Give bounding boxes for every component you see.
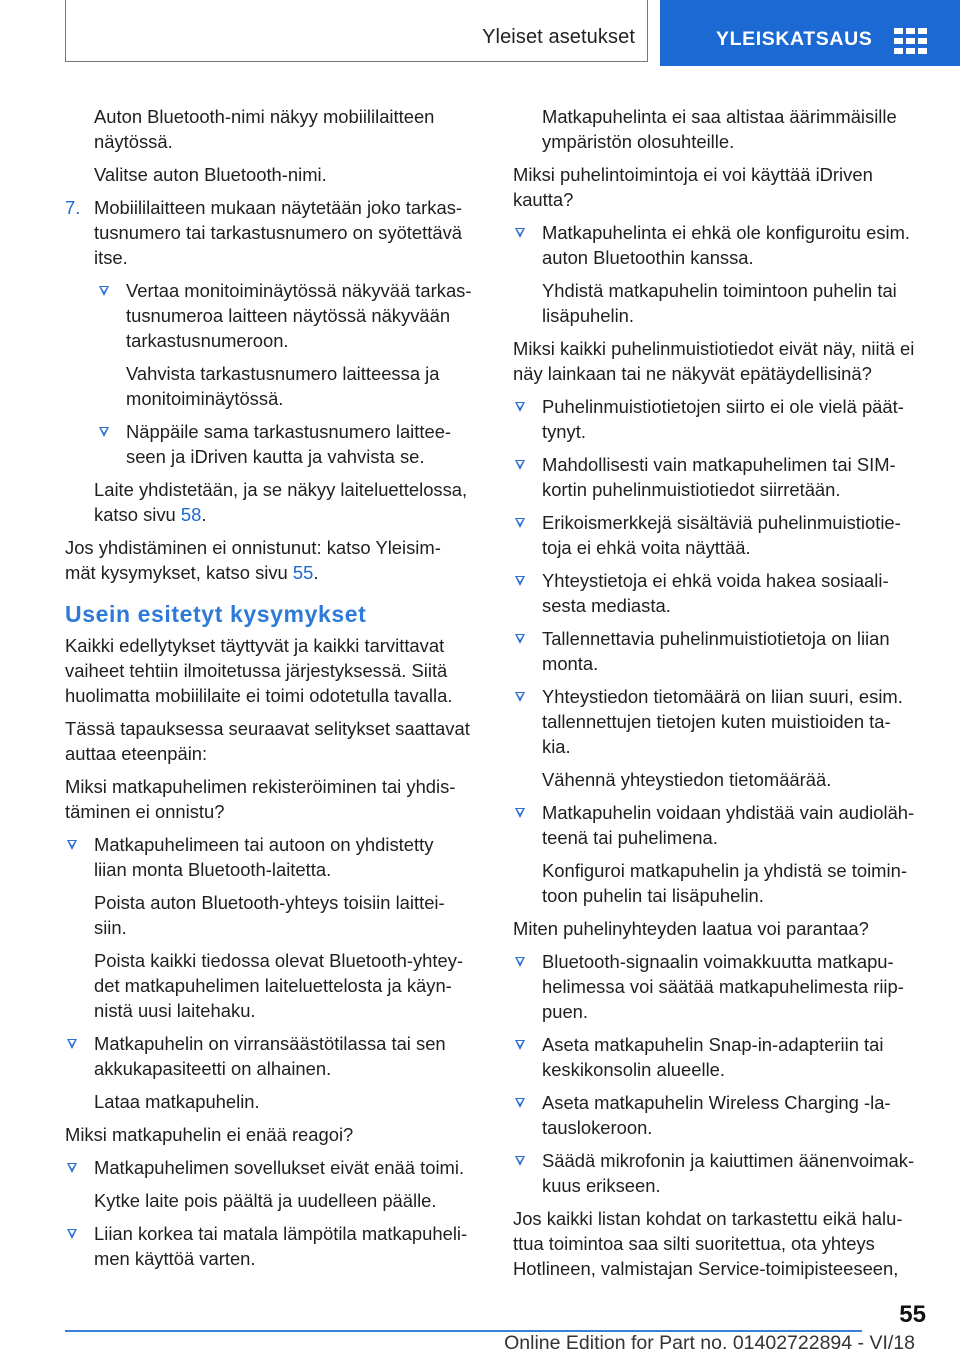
- text-line: Näppäile sama tarkastusnumero laittee-: [126, 421, 452, 442]
- paragraph: [513, 1206, 929, 1281]
- question: Miten puhelinyhteyden laatua voi parantaa?: [513, 918, 869, 939]
- text-line: det matkapuhelimen laiteluettelosta ja käyn-: [94, 975, 452, 996]
- bullet-triangle-icon: [515, 228, 525, 238]
- text-line: Matkapuhelimen sovellukset eivät enää toimi.: [94, 1157, 465, 1178]
- page-link-55[interactable]: 55: [292, 562, 314, 583]
- paragraph: Lataa matkapuhelin.: [94, 1091, 260, 1112]
- text-line: Tallennettavia puhelinmuistiotietoja on liian: [542, 628, 890, 649]
- list-item: [513, 1032, 929, 1082]
- text-line: Säädä mikrofonin ja kaiuttimen äänenvoimak-: [542, 1150, 915, 1171]
- list-item: [513, 949, 929, 1024]
- text-line: Matkapuhelinta ei saa altistaa äärimmäisille: [542, 106, 897, 127]
- paragraph: Valitse auton Bluetooth-nimi.: [94, 164, 327, 185]
- list-item: [65, 1221, 477, 1271]
- text-line: Liian korkea tai matala lämpötila matkapuheli-: [94, 1223, 468, 1244]
- list-item: [513, 1148, 929, 1198]
- text-line: itse.: [94, 247, 128, 268]
- paragraph: [65, 477, 477, 527]
- text-line: Laite yhdistetään, ja se näkyy laiteluettelossa,: [94, 479, 468, 500]
- text-line: tusnumeroa laitteen näytössä näkyvään: [126, 305, 451, 326]
- text-line: huolimatta mobiililaite ei toimi odotetulla tavalla.: [65, 685, 453, 706]
- paragraph: [65, 104, 477, 154]
- text-line: akkukapasiteetti on alhainen.: [94, 1058, 332, 1079]
- text-line: monitoiminäytössä.: [126, 388, 284, 409]
- text-line: Aseta matkapuhelin Snap-in-adapteriin tai: [542, 1034, 884, 1055]
- list-item: [513, 510, 929, 560]
- paragraph: [65, 535, 477, 585]
- text-line: Poista kaikki tiedossa olevat Bluetooth-yhtey-: [94, 950, 464, 971]
- paragraph: [65, 361, 477, 411]
- paragraph: Vähennä yhteystiedon tietomäärää.: [542, 769, 832, 790]
- section-heading: Usein esitetyt kysymykset: [65, 601, 367, 627]
- bullet-triangle-icon: [515, 634, 525, 644]
- list-item: [513, 1090, 929, 1140]
- text-line: näy lainkaan tai ne näkyvät epätäydellisinä?: [513, 363, 872, 384]
- text-line: näytössä.: [94, 131, 173, 152]
- bullet-triangle-icon: [515, 1040, 525, 1050]
- list-item: [513, 800, 929, 850]
- text-line: Mahdollisesti vain matkapuhelimen tai SIM-: [542, 454, 896, 475]
- list-item: [513, 684, 929, 759]
- list-item: [513, 394, 929, 444]
- text-line: Erikoismerkkejä sisältäviä puhelinmuistiotie-: [542, 512, 901, 533]
- list-item: [513, 452, 929, 502]
- text-line: vaiheet tehtiin ilmoitetussa järjestyksessä. Siitä: [65, 660, 448, 681]
- text-line: Vahvista tarkastusnumero laitteessa ja: [126, 363, 440, 384]
- text-line: Yhteystietoja ei ehkä voida hakea sosiaali-: [542, 570, 889, 591]
- bullet-triangle-icon: [515, 402, 525, 412]
- bullet-triangle-icon: [67, 840, 77, 850]
- text-line: toon puhelin tai lisäpuhelin.: [542, 885, 764, 906]
- list-item: [513, 220, 929, 270]
- text-line: tarkastusnumeroon.: [126, 330, 289, 351]
- page-number: 55: [899, 1301, 926, 1328]
- text-line: Mobiililaitteen mukaan näytetään joko tarkas-: [94, 197, 463, 218]
- text-run: katso sivu: [94, 504, 176, 525]
- paragraph: [65, 633, 477, 708]
- header-section-box: [65, 0, 648, 62]
- list-item: [65, 1155, 477, 1180]
- paragraph: [65, 716, 477, 766]
- edition-footer: Online Edition for Part no. 01402722894 - VI/18: [504, 1332, 915, 1354]
- bullet-triangle-icon: [515, 1156, 525, 1166]
- list-item: [513, 626, 929, 676]
- text-line: kortin puhelinmuistiotiedot siirretään.: [542, 479, 841, 500]
- text-run: mät kysymykset, katso sivu: [65, 562, 288, 583]
- step-7: [65, 195, 477, 270]
- text-line: puen.: [542, 1001, 589, 1022]
- step-number: 7.: [65, 197, 81, 218]
- text-line: tallennettujen tietojen kuten muistioiden ta-: [542, 711, 891, 732]
- paragraph: [513, 858, 929, 908]
- bullet-triangle-icon: [515, 576, 525, 586]
- text-line: Matkapuhelimeen tai autoon on yhdistetty: [94, 834, 434, 855]
- text-line: Miksi puhelintoimintoja ei voi käyttää iDriven: [513, 164, 873, 185]
- paragraph: [513, 278, 929, 328]
- bullet-triangle-icon: [67, 1229, 77, 1239]
- bullet-triangle-icon: [99, 427, 109, 437]
- paragraph: [65, 890, 477, 940]
- bullet-triangle-icon: [515, 1098, 525, 1108]
- text-line: Jos kaikki listan kohdat on tarkastettu eikä halu-: [513, 1208, 903, 1229]
- text-line: ttua toimintoa saa silti suoritettua, ota yhteys: [513, 1233, 875, 1254]
- text-line: tauslokeroon.: [542, 1117, 653, 1138]
- bullet-triangle-icon: [515, 692, 525, 702]
- text-line: tusnumero tai tarkastusnumero on syötettävä: [94, 222, 463, 243]
- text-line: Tässä tapauksessa seuraavat selitykset saattavat: [65, 718, 470, 739]
- section-title: Yleiset asetukset: [482, 26, 635, 48]
- text-line: kuus erikseen.: [542, 1175, 661, 1196]
- bullet-triangle-icon: [515, 957, 525, 967]
- text-line: men käyttöä varten.: [94, 1248, 256, 1269]
- text-line: lisäpuhelin.: [542, 305, 635, 326]
- bullet-triangle-icon: [67, 1039, 77, 1049]
- text-line: täminen ei onnistu?: [65, 801, 225, 822]
- text-line: Matkapuhelin voidaan yhdistää vain audioläh-: [542, 802, 915, 823]
- bullet-triangle-icon: [515, 808, 525, 818]
- text-line: [94, 502, 477, 527]
- paragraph: Kytke laite pois päältä ja uudelleen päälle.: [94, 1190, 437, 1211]
- text-line: Vertaa monitoiminäytössä näkyvää tarkas-: [126, 280, 472, 301]
- bullet-triangle-icon: [99, 286, 109, 296]
- text-line: [65, 560, 477, 585]
- list-item: [65, 419, 477, 469]
- paragraph: [513, 104, 929, 154]
- text-line: seen ja iDriven kautta ja vahvista se.: [126, 446, 425, 467]
- text-line: tynyt.: [542, 421, 586, 442]
- text-line: monta.: [542, 653, 599, 674]
- question: Miksi matkapuhelin ei enää reagoi?: [65, 1124, 354, 1145]
- text-line: siin.: [94, 917, 127, 938]
- question: [513, 336, 929, 386]
- grid-menu-icon[interactable]: [894, 28, 928, 54]
- text-line: sesta mediasta.: [542, 595, 671, 616]
- text-line: Matkapuhelinta ei ehkä ole konfiguroitu esim.: [542, 222, 911, 243]
- overview-tab-label: YLEISKATSAUS: [716, 28, 873, 50]
- bullet-triangle-icon: [515, 460, 525, 470]
- text-line: liian monta Bluetooth-laitetta.: [94, 859, 332, 880]
- text-line: Yhteystiedon tietomäärä on liian suuri, esim.: [542, 686, 903, 707]
- text-line: nistä uusi laitehaku.: [94, 1000, 256, 1021]
- text-line: Puhelinmuistiotietojen siirto ei ole vielä päät-: [542, 396, 904, 417]
- question: [65, 774, 477, 824]
- text-run: .: [313, 562, 319, 583]
- text-line: Yhdistä matkapuhelin toimintoon puhelin tai: [542, 280, 897, 301]
- text-line: Matkapuhelin on virransäästötilassa tai sen: [94, 1033, 446, 1054]
- text-line: Miksi matkapuhelimen rekisteröiminen tai yhdis-: [65, 776, 456, 797]
- question: [513, 162, 929, 212]
- text-line: helimessa voi säätää matkapuhelimesta riip-: [542, 976, 904, 997]
- text-line: Kaikki edellytykset täyttyvät ja kaikki tarvittavat: [65, 635, 445, 656]
- text-line: ympäristön olosuhteille.: [542, 131, 735, 152]
- text-line: auttaa eteenpäin:: [65, 743, 208, 764]
- overview-tab[interactable]: [660, 0, 960, 66]
- right-column: [513, 104, 929, 1289]
- text-line: kautta?: [513, 189, 574, 210]
- text-line: Konfiguroi matkapuhelin ja yhdistä se toimin-: [542, 860, 907, 881]
- text-line: Aseta matkapuhelin Wireless Charging -la-: [542, 1092, 891, 1113]
- text-line: Jos yhdistäminen ei onnistunut: katso Yleisim-: [65, 537, 441, 558]
- bullet-triangle-icon: [515, 518, 525, 528]
- list-item: [65, 1031, 477, 1081]
- paragraph: [65, 948, 477, 1023]
- text-line: Hotlineen, valmistajan Service-toimipisteeseen,: [513, 1258, 899, 1279]
- text-line: toja ei ehkä voita näyttää.: [542, 537, 751, 558]
- page-link-58[interactable]: 58: [180, 504, 202, 525]
- text-line: Bluetooth-signaalin voimakkuutta matkapu-: [542, 951, 894, 972]
- bullet-triangle-icon: [67, 1163, 77, 1173]
- text-line: teenä tai puhelimena.: [542, 827, 718, 848]
- text-line: Auton Bluetooth-nimi näkyy mobiililaitteen: [94, 106, 435, 127]
- text-line: Poista auton Bluetooth-yhteys toisiin laittei-: [94, 892, 445, 913]
- left-column: [65, 104, 477, 1279]
- list-item: [513, 568, 929, 618]
- list-item: [65, 278, 477, 353]
- text-line: kia.: [542, 736, 571, 757]
- text-run: .: [201, 504, 207, 525]
- list-item: [65, 832, 477, 882]
- text-line: keskikonsolin alueelle.: [542, 1059, 725, 1080]
- text-line: auton Bluetoothin kanssa.: [542, 247, 754, 268]
- text-line: Miksi kaikki puhelinmuistiotiedot eivät näy, niitä ei: [513, 338, 915, 359]
